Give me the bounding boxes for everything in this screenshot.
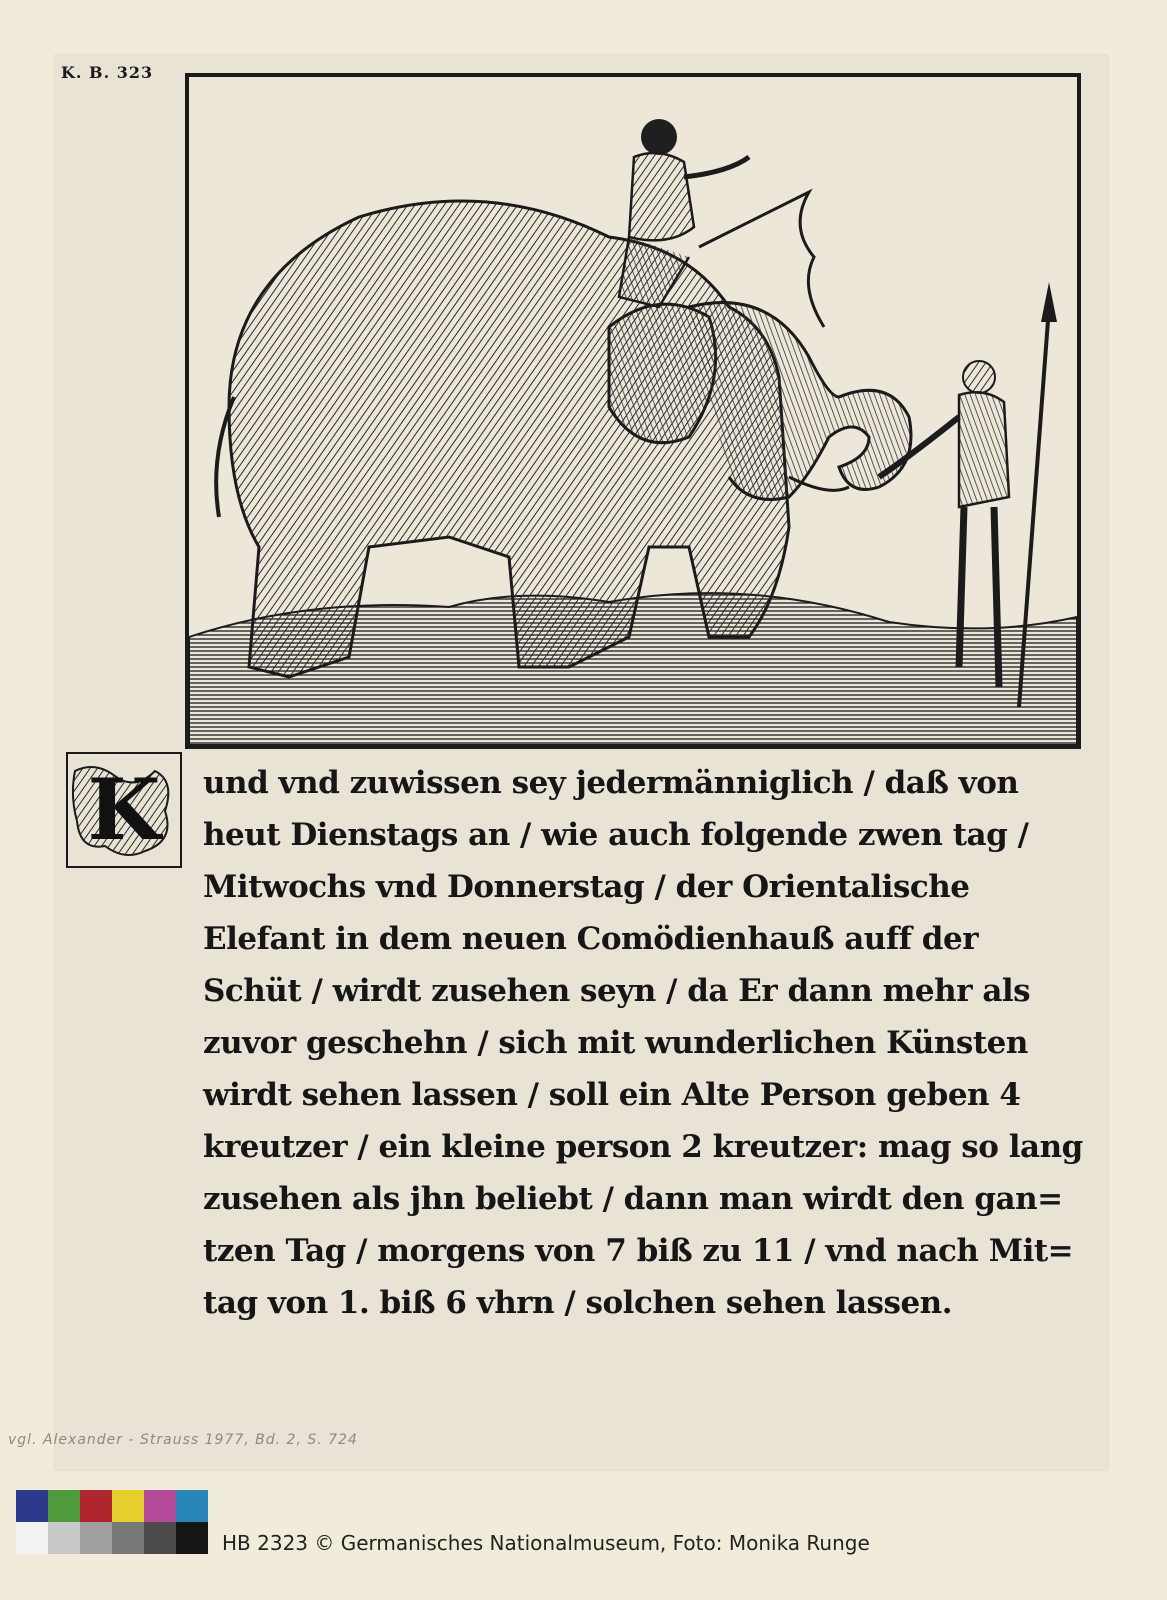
color-patch <box>176 1490 208 1522</box>
broadsheet-page <box>55 55 1108 1470</box>
woodcut-illustration <box>185 73 1081 749</box>
gray-patch <box>48 1522 80 1554</box>
color-patch <box>80 1490 112 1522</box>
gray-patch <box>80 1522 112 1554</box>
pencil-annotation: vgl. Alexander - Strauss 1977, Bd. 2, S. 724 <box>8 1432 358 1448</box>
text-line: zusehen als jhn beliebt / dann man wirdt den gan= <box>203 1181 1063 1217</box>
text-line: kreutzer / ein kleine person 2 kreutzer: mag so lang <box>203 1129 1083 1165</box>
gray-patch <box>112 1522 144 1554</box>
text-line: heut Dienstags an / wie auch folgende zwen tag / <box>203 817 1029 853</box>
shelfmark-label: K. B. 323 <box>61 63 154 82</box>
color-patch <box>16 1490 48 1522</box>
text-line: wirdt sehen lassen / soll ein Alte Person geben 4 <box>203 1077 1021 1113</box>
gray-patch <box>176 1522 208 1554</box>
color-patch <box>144 1490 176 1522</box>
gray-patch <box>16 1522 48 1554</box>
initial-letter-glyph: K <box>87 760 161 859</box>
text-line: Mitwochs vnd Donnerstag / der Orientalische <box>203 869 970 905</box>
color-patch <box>48 1490 80 1522</box>
elephant-woodcut-illustration <box>189 77 1077 745</box>
body-text-lines <box>203 757 1093 1329</box>
text-line: Schüt / wirdt zusehen seyn / da Er dann mehr als <box>203 973 1031 1009</box>
text-line: zuvor geschehn / sich mit wunderlichen Künsten <box>203 1025 1028 1061</box>
color-calibration-chart <box>16 1490 208 1554</box>
text-line: tzen Tag / morgens von 7 biß zu 11 / vnd nach Mit= <box>203 1233 1074 1269</box>
gray-patch <box>144 1522 176 1554</box>
text-line: Elefant in dem neuen Comödienhauß auff der <box>203 921 979 957</box>
text-line: und vnd zuwissen sey jedermänniglich / daß von <box>203 765 1019 801</box>
photo-credit: HB 2323 © Germanisches Nationalmuseum, Foto: Monika Runge <box>222 1531 870 1555</box>
text-line: tag von 1. biß 6 vhrn / solchen sehen lassen. <box>203 1285 953 1321</box>
decorated-initial-letter <box>65 751 183 869</box>
color-patch <box>112 1490 144 1522</box>
